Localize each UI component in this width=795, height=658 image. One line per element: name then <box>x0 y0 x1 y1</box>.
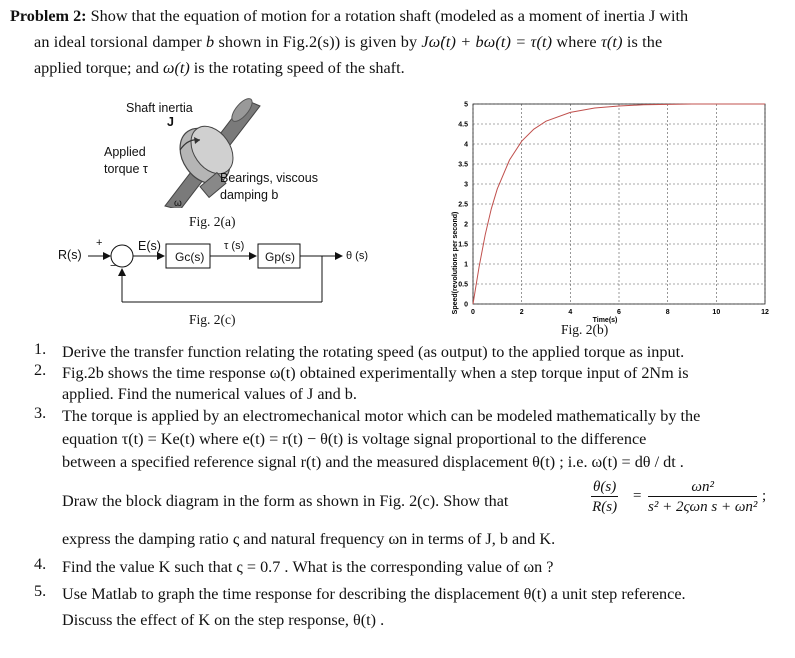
problem-intro-line3 <box>34 56 405 81</box>
x-tick-label: 4 <box>568 309 573 316</box>
intro-equation: Jω̇(t) + bω(t) = τ(t) <box>421 33 553 51</box>
item-3-line-2: equation τ(t) = Ke(t) where e(t) = r(t) − θ(t) is voltage signal proportional to the difference <box>62 430 647 448</box>
intro-text-2a: an ideal torsional damper <box>34 33 207 51</box>
problem-label: Problem 2: <box>10 7 87 25</box>
item-3-line-3: between a specified reference signal r(t) and the measured displacement θ(t) ; i.e. ω(t) = dθ / dt . <box>62 453 684 471</box>
r-s-label: R(s) <box>58 248 82 262</box>
intro-omega: ω(t) <box>163 59 190 77</box>
item-3-line-4: Draw the block diagram in the form as shown in Fig. 2(c). Show that <box>62 492 509 510</box>
tf-fraction <box>591 478 618 517</box>
y-tick-label: 5 <box>464 101 468 109</box>
shaft-inertia-label: Shaft inertia <box>126 101 193 115</box>
item-2-line-2: applied. Find the numerical values of J and b. <box>62 385 357 403</box>
inertia-j-label: J <box>167 115 174 129</box>
gc-block-label: Gc(s) <box>175 250 205 264</box>
fig2a-caption: Fig. 2(a) <box>189 214 236 229</box>
y-tick-label: 0.5 <box>458 281 468 289</box>
y-tick-label: 4 <box>464 141 468 149</box>
torque-label: torque τ <box>104 162 148 176</box>
fig2c-caption: Fig. 2(c) <box>189 312 236 327</box>
item-5-line-2: Discuss the effect of K on the step response, θ(t) . <box>62 611 385 629</box>
x-tick-label: 10 <box>712 309 721 316</box>
item-2-line-1: Fig.2b shows the time response ω(t) obtained experimentally when a step torque input of 2Nm is <box>62 364 689 382</box>
intro-text-1: Show that the equation of motion for a rotation shaft (modeled as a moment of inertia J with <box>90 7 689 25</box>
damping-label: damping b <box>220 188 279 202</box>
intro-text-2d: where <box>552 33 601 51</box>
intro-text-2c: shown in Fig.2(s)) is given by <box>214 33 422 51</box>
tf-right-numerator: ωn² <box>648 478 757 497</box>
chart-ylabel: Speed(revolutions per second) <box>452 211 459 315</box>
omega-label: ω <box>174 198 182 209</box>
intro-text-3a: applied torque; and <box>34 59 164 77</box>
y-tick-label: 1 <box>464 261 468 269</box>
applied-label: Applied <box>104 145 146 159</box>
y-tick-label: 2 <box>464 221 468 229</box>
item-4-number: 4. <box>34 555 47 573</box>
y-tick-label: 2.5 <box>458 201 468 209</box>
y-tick-label: 1.5 <box>458 241 468 249</box>
intro-tau: τ(t) <box>600 33 623 51</box>
chart-grid <box>473 104 765 304</box>
x-tick-label: 12 <box>761 309 769 316</box>
problem-intro-line2 <box>34 30 662 55</box>
tf-semicolon: ; <box>762 488 767 504</box>
step-response-chart <box>445 98 775 338</box>
x-tick-label: 2 <box>519 309 524 316</box>
tf-right-denominator: s² + 2ςωn s + ωn² <box>648 499 758 515</box>
item-2-number: 2. <box>34 361 47 379</box>
item-5-line-1: Use Matlab to graph the time response for describing the displacement θ(t) a unit step reference. <box>62 585 686 603</box>
item-4-line-1: Find the value K such that ς = 0.7 . What is the corresponding value of ωn ? <box>62 558 554 576</box>
item-5-number: 5. <box>34 582 47 600</box>
fig2b-caption: Fig. 2(b) <box>561 322 609 337</box>
intro-b: b <box>206 33 215 51</box>
plus-sign: + <box>96 237 103 249</box>
item-3-line-5: express the damping ratio ς and natural frequency ωn in terms of J, b and K. <box>62 530 556 548</box>
tf-equals: = <box>633 488 642 504</box>
y-tick-label: 0 <box>464 301 468 309</box>
theta-s-label: θ (s) <box>346 250 368 262</box>
intro-text-2e: is the <box>622 33 663 51</box>
item-1-number: 1. <box>34 340 47 358</box>
x-tick-label: 0 <box>471 309 475 316</box>
tf-numerator: θ(s) <box>593 479 617 495</box>
intro-text-3b: is the rotating speed of the shaft. <box>189 59 405 77</box>
item-3-number: 3. <box>34 404 47 422</box>
y-tick-label: 3 <box>464 181 468 189</box>
bearings-label: Bearings, viscous <box>220 171 318 185</box>
block-diagram <box>0 230 440 310</box>
y-tick-label: 4.5 <box>458 121 468 129</box>
minus-sign: − <box>110 260 117 272</box>
tf-denominator: R(s) <box>592 499 618 515</box>
x-tick-label: 8 <box>665 309 670 316</box>
e-s-label: E(s) <box>138 239 161 253</box>
item-3-line-1: The torque is applied by an electromechanical motor which can be modeled mathematically by the <box>62 407 701 425</box>
item-1-line-1: Derive the transfer function relating the rotating speed (as output) to the applied torque as input. <box>62 343 685 361</box>
y-tick-label: 3.5 <box>458 161 468 169</box>
gp-block-label: Gp(s) <box>265 250 295 264</box>
problem-intro-line1 <box>10 4 688 29</box>
x-tick-label: 6 <box>617 309 621 316</box>
chart-xlabel: Time(s) <box>592 317 618 324</box>
tf-right-fraction <box>648 478 757 517</box>
tau-s-label: τ (s) <box>224 240 245 252</box>
